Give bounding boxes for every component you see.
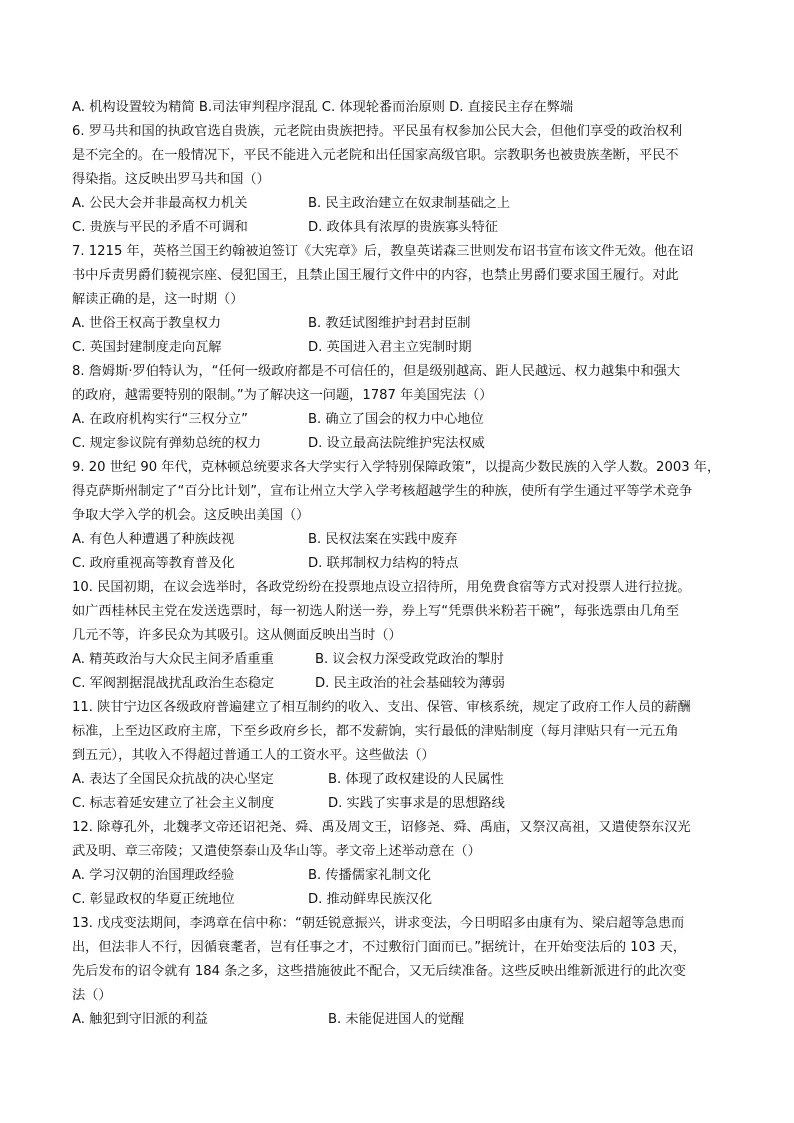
option-c: C. 政府重视高等教育普及化 [72,556,235,571]
option-c: C. 标志着延安建立了社会主义制度 [72,796,275,811]
question-9 [72,456,724,576]
option-d: D. 实践了实事求是的思想路线 [328,796,505,811]
question-stem-line: 8. 詹姆斯·罗伯特认为，“任何一级政府都是不可信任的，但是级别越高、距人民越远、权力越集中和强大 [72,364,681,379]
option-a: A. 学习汉朝的治国理政经验 [72,868,235,883]
question-12 [72,816,724,912]
question-10 [72,576,724,696]
question-stem-line: 6. 罗马共和国的执政官选自贵族，元老院由贵族把持。平民虽有权参加公民大会，但他们享受的政治权利 [72,124,683,139]
option-c: C. 彰显政权的华夏正统地位 [72,892,235,907]
option-b: B. 传播儒家礼制文化 [308,868,431,883]
question-11 [72,696,724,816]
question-stem-line: 解读正确的是，这一时期（） [72,292,244,307]
question-stem-line: 武及明、章三帝陵；又遣使祭泰山及华山等。孝文帝上述举动意在（） [72,844,481,859]
option-d: D. 推动鲜卑民族汉化 [308,892,433,907]
question-stem-line: 得克萨斯州制定了“百分比计划”，宣布让州立大学入学考核超越学生的种族，使所有学生通过平等学术竞争 [72,484,693,499]
q5-options-line: A. 机构设置较为精简 B.司法审判程序混乱 C. 体现轮番而治原则 D. 直接民主存在弊端 [72,100,574,115]
question-stem-line: 如广西桂林民主党在发送选票时，每一初选人附送一券，券上写“凭票供米粉若干碗”，每张选票由几角至 [72,604,680,619]
option-a: A. 世俗王权高于教皇权力 [72,316,222,331]
option-d: D. 政体具有浓厚的贵族寡头特征 [308,220,498,235]
question-stem-line: 得染指。这反映出罗马共和国（） [72,172,270,187]
question-stem-line: 10. 民国初期，在议会选举时，各政党纷纷在投票地点设立招待所，用免费食宿等方式对投票人进行拉拢。 [72,580,691,595]
question-stem-line: 书中斥责男爵们藐视宗座、侵犯国王，且禁止国王履行文件中的内容，也禁止男爵们要求国王履行。对此 [72,268,679,283]
question-stem-line: 先后发布的诏令就有 184 条之多，这些措施彼此不配合，又无后续准备。这些反映出维新派进行的此次变 [72,964,686,979]
option-c: C. 规定参议院有弹劾总统的权力 [72,436,262,451]
question-stem-line: 13. 戊戌变法期间，李鸿章在信中称：“朝廷锐意振兴，讲求变法，今日明昭多由康有为、梁启超等急患而 [72,916,685,931]
option-b: B. 确立了国会的权力中心地位 [308,412,484,427]
option-d: D. 设立最高法院维护宪法权威 [308,436,485,451]
question-stem-line: 11. 陕甘宁边区各级政府普遍建立了相互制约的收入、支出、保管、审核系统，规定了政府工作人员的薪酬 [72,700,691,715]
option-a: A. 触犯到守旧派的利益 [72,1012,208,1027]
question-stem-line: 争取大学入学的机会。这反映出美国（） [72,508,310,523]
option-b: B. 教廷试图维护封君封臣制 [308,316,471,331]
option-c: C. 军阀割据混战扰乱政治生态稳定 [72,676,275,691]
option-b: B. 民主政治建立在奴隶制基础之上 [308,196,511,211]
option-b: B. 议会权力深受政党政治的掣肘 [315,652,504,667]
option-a: A. 精英政治与大众民主间矛盾重重 [72,652,274,667]
question-6 [72,120,724,240]
question-13 [72,912,724,1032]
question-stem-line: 12. 除尊孔外，北魏孝文帝还诏祀尧、舜、禹及周文王，诏修尧、舜、禹庙，又祭汉高祖，又遣使祭东汉光 [72,820,691,835]
question-stem-line: 到五元），其收入不得超过普通工人的工资水平。这些做法（） [72,748,435,763]
option-a: A. 表达了全国民众抗战的决心坚定 [72,772,274,787]
option-a: A. 公民大会并非最高权力机关 [72,196,248,211]
option-b: B. 体现了政权建设的人民属性 [328,772,504,787]
question-7 [72,240,724,360]
exam-page [72,96,724,1032]
question-stem-line: 标准，上至边区政府主席，下至乡政府乡长，都不发薪饷，实行最低的津贴制度（每月津贴只有一元五角 [72,724,679,739]
question-stem-line: 9. 20 世纪 90 年代，克林顿总统要求各大学实行入学特别保障政策”，以提高少数民族的入学人数。2003 年， [72,460,721,475]
option-d: D. 英国进入君主立宪制时期 [308,340,472,355]
option-b: B. 未能促进国人的觉醒 [328,1012,465,1027]
option-d: D. 联邦制权力结构的特点 [308,556,459,571]
option-d: D. 民主政治的社会基础较为薄弱 [315,676,505,691]
question-stem-line: 法（） [72,988,112,1003]
question-stem-line: 几元不等，许多民众为其吸引。这从侧面反映出当时（） [72,628,402,643]
question-stem-line: 7. 1215 年，英格兰国王约翰被迫签订《大宪章》后，教皇英诺森三世则发布诏书宣布该文件无效。他在诏 [72,244,694,259]
question-stem-line: 出，但法非人不行，因循衰耄者，岂有任事之才，不过敷衍门面而已。”据统计，在开始变法后的 103 天， [72,940,687,955]
question-8 [72,360,724,456]
option-c: C. 英国封建制度走向瓦解 [72,340,222,355]
option-a: A. 在政府机构实行“三权分立” [72,412,248,427]
question-stem-line: 的政府，越需要特别的限制。”为了解决这一问题，1787 年美国宪法（） [72,388,493,403]
question-stem-line: 是不完全的。在一般情况下，平民不能进入元老院和出任国家高级官职。宗教职务也被贵族垄断，平民不 [72,148,679,163]
option-b: B. 民权法案在实践中废弃 [308,532,458,547]
option-a: A. 有色人种遭遇了种族歧视 [72,532,235,547]
option-c: C. 贵族与平民的矛盾不可调和 [72,220,248,235]
